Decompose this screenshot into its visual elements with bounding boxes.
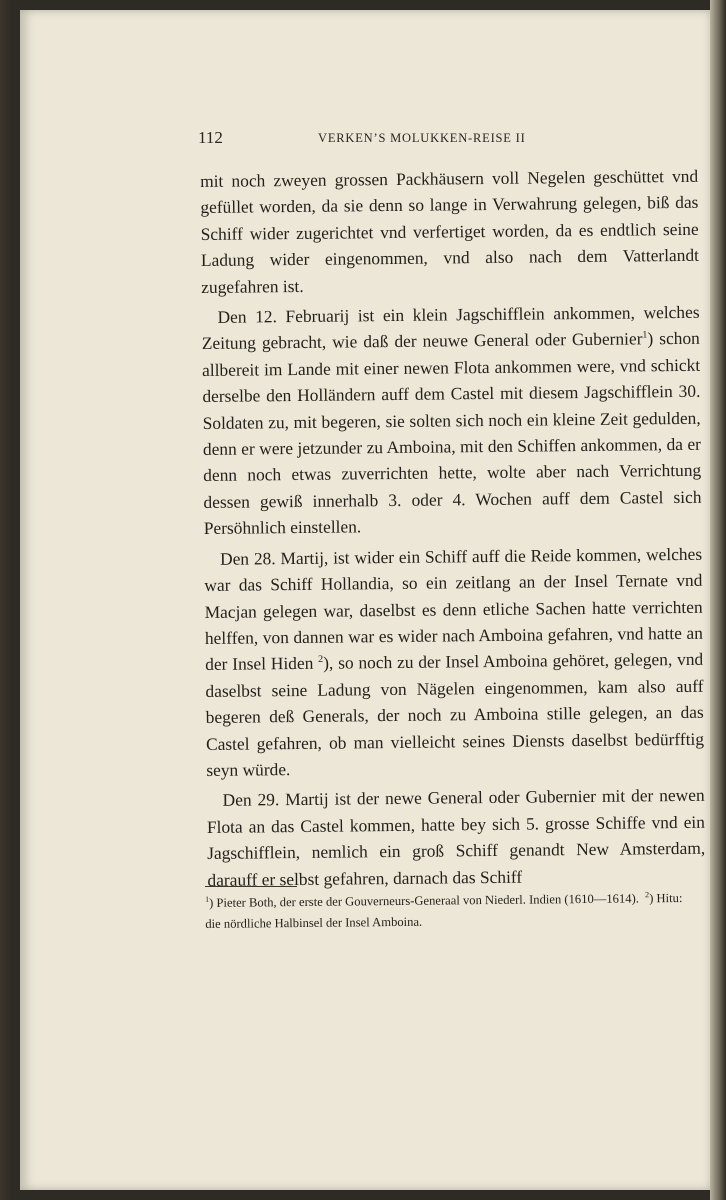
- body-text: [200, 163, 706, 893]
- paragraph-3-text-a: Den 28. Martij, ist wider ein Schiff auff die Reide kommen, welches war das Schiff Hollandia, so ein zeitlang an der Insel Ternate vnd Macjan gelegen war, daselbst es denn etliche Sachen hatte verrichten helffen, von dannen war es wider nach Amboina gefahren, vnd hatte an der Insel Hiden: [204, 543, 703, 675]
- page-number: 112: [198, 128, 223, 147]
- footnote-ref-1: 1: [642, 329, 648, 342]
- footnote-divider: [205, 886, 297, 887]
- footnote-2-mark: 2: [645, 890, 650, 900]
- paragraph-3-text-b: ), so noch zu der Insel Amboina gehöret, gelegen, vnd daselbst seine Ladung von Nägelen eingenommen, kam also auff begeren deß Generals, der noch zu Amboina stille gelegen, an das Castel gefahren, ob man vielleicht seines Diensts daselbst bedürfftig seyn würde.: [205, 649, 705, 780]
- paragraph-2: [201, 299, 701, 542]
- running-title: VERKEN’S MOLUKKEN-REISE II: [318, 131, 526, 145]
- book-spine-edge: [710, 0, 726, 1200]
- paragraph-2-text-b: ) schon allbereit im Lande mit einer newen Flota ankommen were, vnd schickt derselbe den Holländern auff dem Castel mit diesem Jagschifflein 30. Soldaten zu, mit begeren, sie solten sich noch ein kleine Zeit gedulden, denn er were jetzunder zu Amboina, mit den Schiffen ankommen, da er denn noch etwas zuverrichten hette, wolte aber nach Verrichtung dessen gewiß innerhalb 3. oder 4. Wochen auff dem Castel sich Persöhnlich einstellen.: [202, 328, 702, 539]
- footnote-block: [205, 888, 698, 935]
- footnote-2-text: ) Hitu: die nördliche Halbinsel der Insel Amboina.: [205, 891, 683, 931]
- footnote-ref-2: 2: [318, 654, 324, 666]
- footnotes: [205, 888, 698, 935]
- paragraph-1: mit noch zweyen grossen Packhäusern voll Negelen geschüttet vnd gefüllet worden, da sie denn so lange in Verwahrung gelegen, biß das Schiff wider zugerichtet vnd verfertiget worden, da es endtlich seine Ladung wider eingenommen, vnd also nach dem Vatterlandt zugefahren ist.: [200, 165, 700, 297]
- paragraph-4: Den 29. Martij ist der newe General oder Gubernier mit der newen Flota an das Castel kommen, hatte bey sich 5. grosse Schiffe vnd ein Jagschifflein, nemlich ein groß Schiff genandt New Amsterdam, darauff er selbst gefahren, darnach das Schiff: [206, 785, 706, 890]
- footnote-1-text: ) Pieter Both, der erste der Gouverneurs-Generaal von Niederl. Indien (1610—1614).: [209, 891, 639, 910]
- paragraph-2-text-a: Den 12. Februarij ist ein klein Jagschifflein ankommen, welches Zeitung gebracht, wie daß der neuwe General oder Gubernier: [201, 301, 700, 354]
- footnote-1-mark: 1: [205, 894, 210, 904]
- paragraph-3: [204, 540, 704, 783]
